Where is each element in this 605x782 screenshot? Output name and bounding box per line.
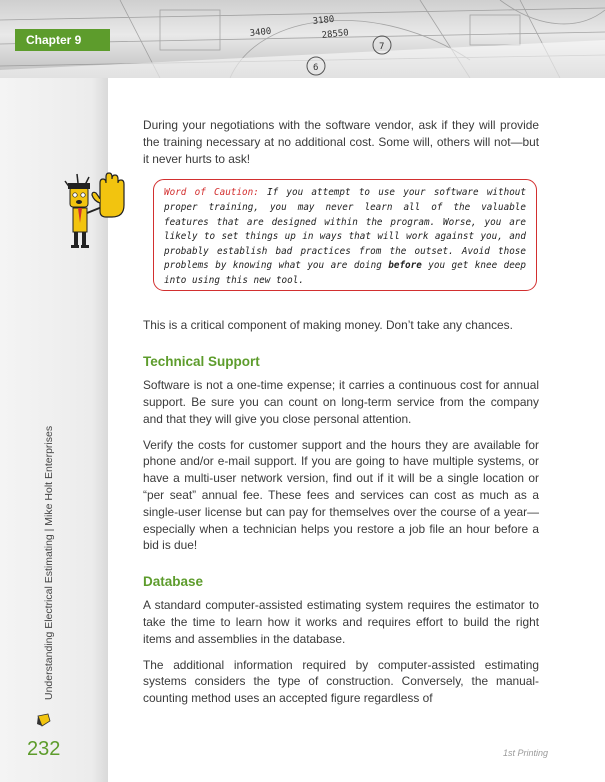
caution-body-2: you get knee deep into using this new tool. xyxy=(164,260,526,286)
caution-text xyxy=(164,186,526,288)
header-banner xyxy=(0,0,605,78)
chapter-label: Chapter 9 xyxy=(15,29,110,51)
caution-callout xyxy=(143,179,539,301)
caution-box xyxy=(153,179,537,291)
technical-support-heading: Technical Support xyxy=(143,354,260,370)
page-number: 232 xyxy=(27,738,61,760)
blueprint-number: 6 xyxy=(313,63,319,73)
caution-mascot-icon xyxy=(58,171,133,261)
book-title: Understanding Electrical Estimating | Mike Holt Enterprises xyxy=(43,425,55,700)
printing-note: 1st Printing xyxy=(503,748,549,758)
database-paragraph: The additional information required by computer-assisted estimating systems considers the type of construction. Conversely, the manual-counting method uses an accepted figure regardless of xyxy=(143,657,539,706)
intro-paragraph: During your negotiations with the software vendor, ask if they will provide the training necessary at no additional cost. Some will, others will not—but it never hurts to ask! xyxy=(143,118,539,166)
after-caution-paragraph: This is a critical component of making money. Don’t take any chances. xyxy=(143,318,513,333)
blueprint-number: 7 xyxy=(379,42,385,52)
blueprint-number: 3400 xyxy=(249,26,272,39)
pencil-logo-icon xyxy=(36,712,52,728)
blueprint-number: 28550 xyxy=(321,28,350,41)
database-paragraph: A standard computer-assisted estimating system requires the estimator to take the time to learn how it works and requires effort to build the right items and assemblies in the database. xyxy=(143,598,539,646)
blueprint-number: 3180 xyxy=(312,14,335,27)
database-heading: Database xyxy=(143,574,204,590)
main-content xyxy=(143,117,539,716)
technical-support-paragraph: Verify the costs for customer support and the hours they are available for phone and/or e-mail support. If you are going to have multiple systems, or have a multi-user network version, find out if it will be a single location or “per seat” annual fee. These fees and services can cost as much as a single-user license but can pay for themselves over the course of a year—especially when a technician helps you restore a job file an hour before a bid is due! xyxy=(143,437,539,553)
technical-support-paragraph: Software is not a one-time expense; it carries a continuous cost for annual support. Be sure you can count on long-term service from the company and that they will give you close personal attention. xyxy=(143,378,539,426)
caution-body-1: If you attempt to use your software without proper training, you may never learn all of the valuable features that are designed within the program. Worse, you are likely to set things up in ways that will work against you, and probably establish bad practices from the outset. Avoid those problems by knowing what you are doing xyxy=(164,187,526,272)
caution-emphasis: before xyxy=(388,260,422,272)
caution-label: Word of Caution: xyxy=(164,187,259,199)
